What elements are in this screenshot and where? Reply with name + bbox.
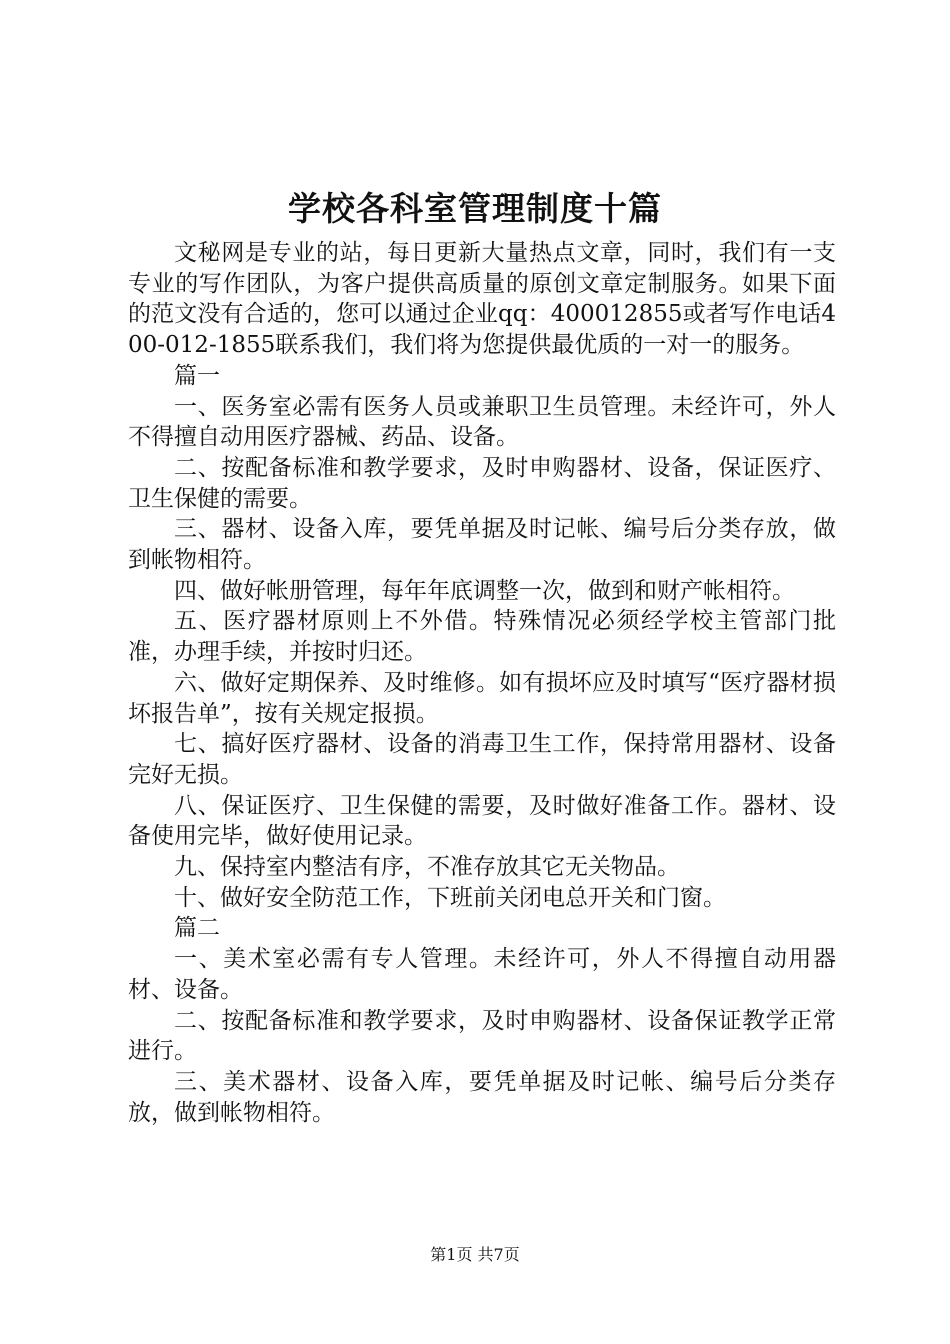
document-title: 学校各科室管理制度十篇: [288, 189, 662, 228]
rule-paragraph: 二、按配备标准和教学要求，及时申购器材、设备保证教学正常进行。: [128, 1007, 836, 1065]
rule-paragraph: 一、美术室必需有专人管理。未经许可，外人不得擅自动用器材、设备。: [128, 946, 836, 1003]
rule-paragraph: 三、美术器材、设备入库，要凭单据及时记帐、编号后分类存放，做到帐物相符。: [128, 1068, 836, 1126]
section-heading-1: 篇一: [174, 362, 220, 389]
rule-paragraph: 六、做好定期保养、及时维修。如有损坏应及时填写“医疗器材损坏报告单”，按有关规定报损。: [128, 669, 836, 727]
rule-paragraph: 九、保持室内整洁有序，不准存放其它无关物品。: [174, 854, 680, 881]
document-body: [128, 238, 836, 1128]
rule-paragraph: 四、做好帐册管理，每年年底调整一次，做到和财产帐相符。: [174, 577, 795, 604]
rule-paragraph: 八、保证医疗、卫生保健的需要，及时做好准备工作。器材、设备使用完毕，做好使用记录。: [128, 792, 836, 850]
rule-paragraph: 五、医疗器材原则上不外借。特殊情况必须经学校主管部门批准，办理手续，并按时归还。: [128, 608, 836, 666]
rule-paragraph: 二、按配备标准和教学要求，及时申购器材、设备，保证医疗、卫生保健的需要。: [128, 454, 836, 512]
rule-paragraph: 十、做好安全防范工作，下班前关闭电总开关和门窗。: [174, 884, 726, 911]
page-footer: 第1页 共7页: [430, 1245, 520, 1264]
section-heading-2: 篇二: [174, 915, 220, 942]
rule-paragraph: 一、医务室必需有医务人员或兼职卫生员管理。未经许可，外人不得擅自动用医疗器械、药品、设备。: [128, 393, 836, 451]
rule-paragraph: 三、器材、设备入库，要凭单据及时记帐、编号后分类存放，做到帐物相符。: [128, 516, 836, 574]
intro-paragraph: 文秘网是专业的站，每日更新大量热点文章，同时，我们有一支专业的写作团队，为客户提供高质量的原创文章定制服务。如果下面的范文没有合适的，您可以通过企业qq：400012855或者写作电话400-012-1855联系我们，我们将为您提供最优质的一对一的服务。: [128, 240, 836, 359]
rule-paragraph: 七、搞好医疗器材、设备的消毒卫生工作，保持常用器材、设备完好无损。: [128, 731, 836, 788]
